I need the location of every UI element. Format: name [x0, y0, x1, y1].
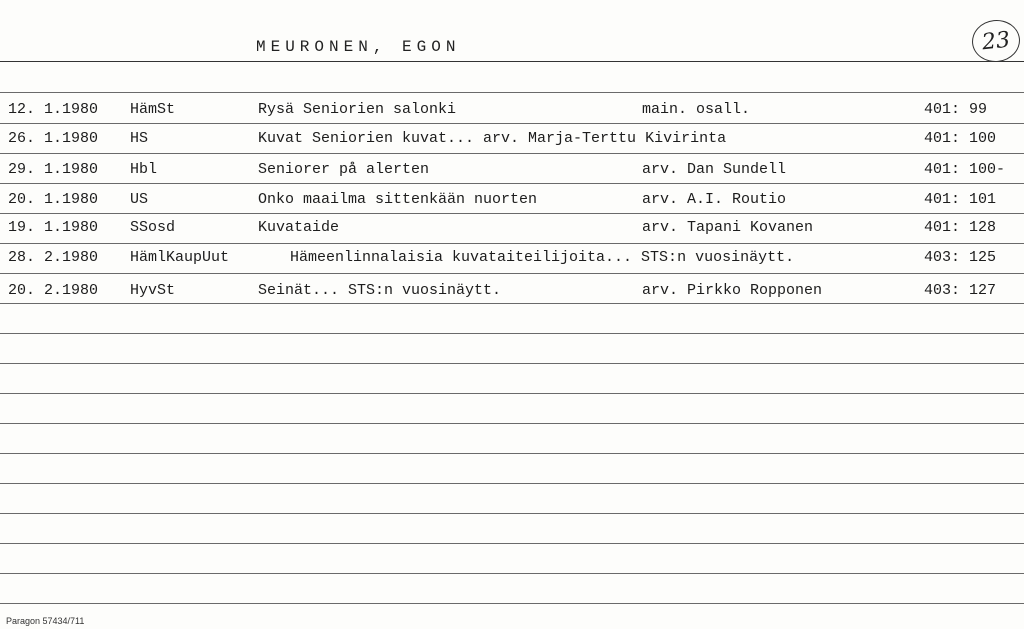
- entry-source: SSosd: [130, 219, 176, 236]
- entry-note: main. osall.: [642, 101, 751, 118]
- ruled-line: [0, 273, 1024, 274]
- entry-note: arv. Dan Sundell: [642, 161, 787, 178]
- entry-date: 26. 1.1980: [8, 130, 99, 147]
- entry-source: HS: [130, 130, 149, 147]
- entry-row: [0, 249, 1024, 271]
- entry-row: [0, 219, 1024, 241]
- entry-ref: 401: 99: [924, 101, 988, 118]
- ruled-line: [0, 123, 1024, 124]
- card-number-circle: 23: [970, 18, 1022, 65]
- entry-row: [0, 282, 1024, 304]
- entry-date: 28. 2.1980: [8, 249, 99, 266]
- ruled-line: [0, 153, 1024, 154]
- entry-title: Kuvat Seniorien kuvat... arv. Marja-Terttu Kivirinta: [258, 130, 727, 147]
- entry-ref: 401: 100: [924, 130, 997, 147]
- entry-row: [0, 130, 1024, 152]
- entry-title: Hämeenlinnalaisia kuvataiteilijoita... STS:n vuosinäytt.: [290, 249, 795, 266]
- ruled-line: [0, 92, 1024, 93]
- ruled-line: [0, 513, 1024, 514]
- entry-note: arv. A.I. Routio: [642, 191, 787, 208]
- entry-row: [0, 161, 1024, 183]
- ruled-line: [0, 573, 1024, 574]
- entry-date: 12. 1.1980: [8, 101, 99, 118]
- ruled-line: [0, 603, 1024, 604]
- ruled-line: [0, 333, 1024, 334]
- entry-note: arv. Tapani Kovanen: [642, 219, 814, 236]
- ruled-line: [0, 483, 1024, 484]
- entry-title: Rysä Seniorien salonki: [258, 101, 457, 118]
- entry-title: Seinät... STS:n vuosinäytt.: [258, 282, 502, 299]
- entry-date: 20. 1.1980: [8, 191, 99, 208]
- ruled-line: [0, 183, 1024, 184]
- entry-source: Hbl: [130, 161, 158, 178]
- entry-source: US: [130, 191, 149, 208]
- card-footer: Paragon 57434/711: [6, 616, 85, 626]
- entry-date: 20. 2.1980: [8, 282, 99, 299]
- entry-ref: 401: 101: [924, 191, 997, 208]
- ruled-line: [0, 243, 1024, 244]
- header-rule: [0, 61, 1024, 62]
- entry-date: 19. 1.1980: [8, 219, 99, 236]
- entry-source: HämSt: [130, 101, 176, 118]
- entry-row: [0, 101, 1024, 123]
- entry-note: arv. Pirkko Ropponen: [642, 282, 823, 299]
- ruled-line: [0, 423, 1024, 424]
- ruled-line: [0, 453, 1024, 454]
- entry-date: 29. 1.1980: [8, 161, 99, 178]
- entry-source: HämlKaupUut: [130, 249, 230, 266]
- ruled-line: [0, 393, 1024, 394]
- entry-ref: 403: 127: [924, 282, 997, 299]
- entry-title: Kuvataide: [258, 219, 340, 236]
- entry-ref: 401: 100-: [924, 161, 1006, 178]
- entry-title: Seniorer på alerten: [258, 161, 430, 178]
- ruled-line: [0, 363, 1024, 364]
- entry-ref: 401: 128: [924, 219, 997, 236]
- ruled-line: [0, 213, 1024, 214]
- entry-title: Onko maailma sittenkään nuorten: [258, 191, 538, 208]
- card-title: MEURONEN, EGON: [256, 38, 461, 56]
- entry-source: HyvSt: [130, 282, 176, 299]
- ruled-line: [0, 543, 1024, 544]
- entry-row: [0, 191, 1024, 213]
- entry-ref: 403: 125: [924, 249, 997, 266]
